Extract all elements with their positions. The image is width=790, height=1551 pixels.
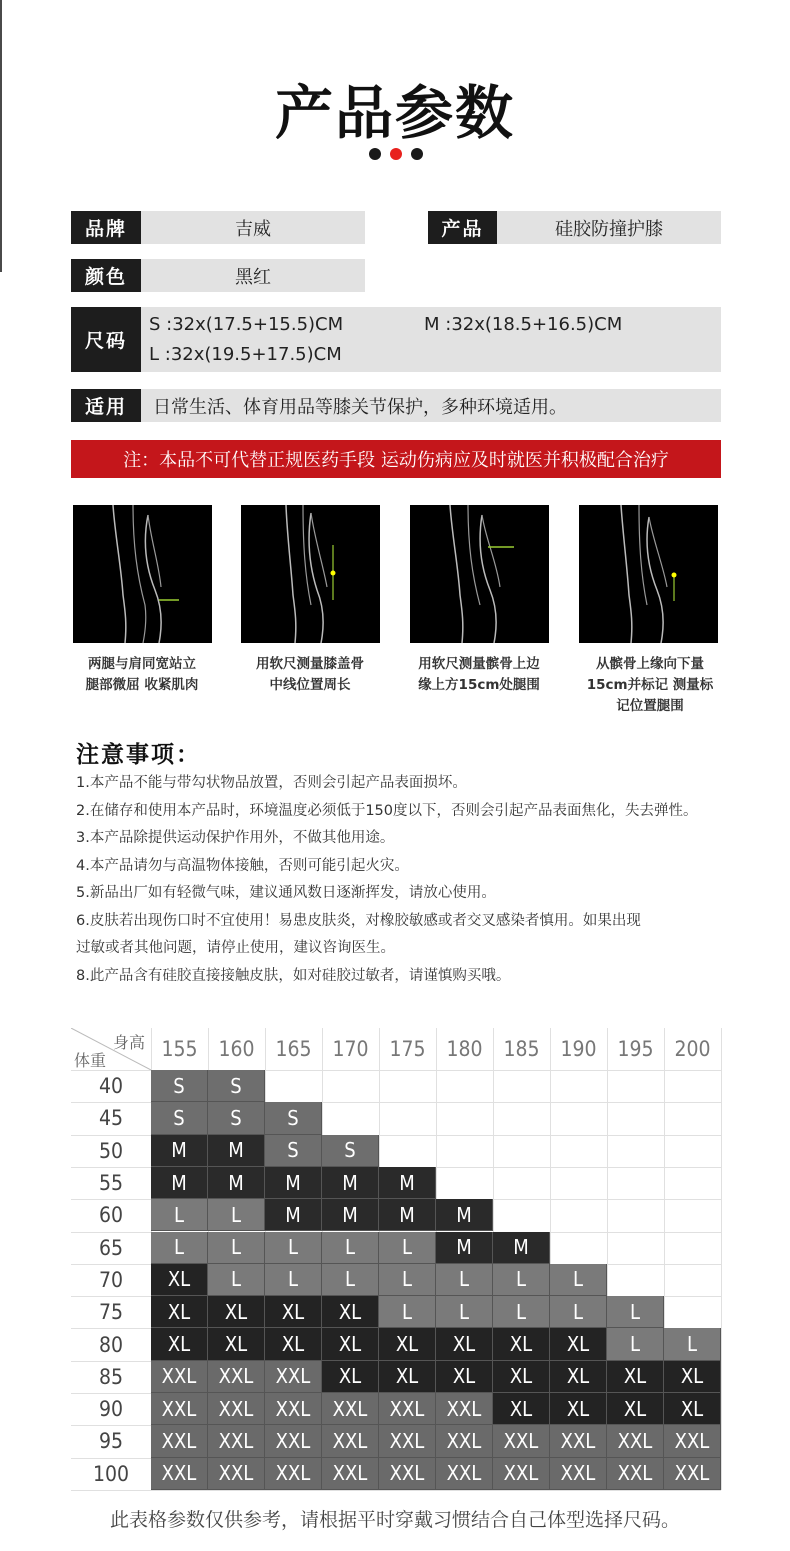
use-value: 日常生活、体育用品等膝关节保护，多种环境适用。: [141, 389, 721, 422]
product-label: 产品: [428, 211, 497, 244]
size-cell: XXL: [151, 1458, 208, 1490]
product-value: 硅胶防撞护膝: [497, 211, 721, 244]
size-cell: XXL: [208, 1393, 265, 1425]
color-label: 颜色: [71, 259, 141, 292]
size-cell: XL: [493, 1393, 550, 1425]
size-cell: XL: [151, 1296, 208, 1328]
height-header: 195: [617, 1037, 654, 1061]
size-cell: XXL: [436, 1458, 493, 1490]
size-cell: L: [322, 1264, 379, 1296]
size-cell: XXL: [436, 1393, 493, 1425]
note-item: 8.此产品含有硅胶直接接触皮肤，如对硅胶过敏者，请谨慎购买哦。: [76, 967, 511, 984]
size-cell: XXL: [436, 1425, 493, 1457]
size-cell: M: [322, 1167, 379, 1199]
size-cell: L: [379, 1264, 436, 1296]
step-image-4: [579, 505, 718, 643]
size-cell: XXL: [493, 1458, 550, 1490]
size-cell: M: [493, 1232, 550, 1264]
size-cell: L: [265, 1232, 322, 1264]
size-cell: L: [208, 1264, 265, 1296]
step-image-3: [410, 505, 549, 643]
weight-header: 85: [98, 1364, 124, 1389]
caption-line: 两腿与肩同宽站立: [88, 656, 196, 672]
size-cell: M: [436, 1232, 493, 1264]
size-cell: L: [493, 1296, 550, 1328]
size-cell: XL: [322, 1361, 379, 1393]
step-image-1: [73, 505, 212, 643]
notes-title: 注意事项：: [76, 742, 201, 768]
size-cell: XL: [493, 1328, 550, 1360]
size-cell: L: [607, 1296, 664, 1328]
height-header: 185: [503, 1037, 540, 1061]
size-cell: XXL: [322, 1458, 379, 1490]
size-cell: XL: [664, 1361, 721, 1393]
legs-outline-icon: [410, 505, 549, 643]
legs-outline-icon: [579, 505, 718, 643]
size-cell: XXL: [607, 1458, 664, 1490]
caption-line: 中线位置周长: [269, 677, 351, 693]
size-m: M :32x(18.5+16.5)CM: [424, 314, 623, 335]
size-cell: XXL: [322, 1425, 379, 1457]
dot-icon: [369, 148, 381, 160]
size-cell: XL: [265, 1328, 322, 1360]
page-title: 产品参数: [274, 79, 515, 147]
weight-header: 100: [92, 1461, 130, 1486]
size-cell: L: [208, 1232, 265, 1264]
note-item: 2.在储存和使用本产品时，环境温度必须低于150度以下，否则会引起产品表面焦化，失去弹性。: [76, 802, 698, 819]
step-caption-1: [62, 654, 222, 696]
height-header: 165: [275, 1037, 312, 1061]
size-cell: XXL: [379, 1425, 436, 1457]
size-cell: M: [151, 1167, 208, 1199]
size-cell: L: [550, 1296, 607, 1328]
table-footnote: 此表格参数仅供参考，请根据平时穿戴习惯结合自己体型选择尺码。: [109, 1509, 680, 1531]
note-item: 1.本产品不能与带勾状物品放置，否则会引起产品表面损坏。: [76, 775, 467, 791]
size-cell: XXL: [379, 1393, 436, 1425]
size-cell: XL: [265, 1296, 322, 1328]
size-cell: XXL: [208, 1458, 265, 1490]
size-table: [71, 1028, 719, 1489]
weight-header: 70: [98, 1267, 124, 1292]
note-item: 过敏或者其他问题，请停止使用，建议咨询医生。: [76, 940, 395, 956]
weight-header: 95: [98, 1429, 124, 1454]
caption-line: 用软尺测量膝盖骨: [256, 656, 364, 672]
warning-banner: 注：本品不可代替正规医药手段 运动伤病应及时就医并积极配合治疗: [71, 440, 721, 478]
size-cell: L: [379, 1296, 436, 1328]
size-cell: XXL: [151, 1425, 208, 1457]
size-cell: S: [208, 1102, 265, 1134]
title-dots: [369, 148, 429, 162]
size-l: L :32x(19.5+17.5)CM: [149, 344, 342, 365]
size-cell: XXL: [265, 1458, 322, 1490]
size-cell: XXL: [493, 1425, 550, 1457]
size-cell: S: [265, 1135, 322, 1167]
size-cell: M: [151, 1135, 208, 1167]
size-cell: XXL: [208, 1425, 265, 1457]
size-cell: L: [151, 1199, 208, 1231]
size-cell: M: [322, 1199, 379, 1231]
size-cell: XXL: [151, 1393, 208, 1425]
corner-weight-label: 体重: [74, 1051, 107, 1070]
size-cell: M: [379, 1167, 436, 1199]
size-cell: XL: [664, 1393, 721, 1425]
size-cell: XL: [436, 1328, 493, 1360]
height-header: 160: [218, 1037, 255, 1061]
size-cell: XL: [607, 1361, 664, 1393]
size-cell: XL: [493, 1361, 550, 1393]
size-cell: L: [664, 1328, 721, 1360]
size-label: 尺码: [71, 307, 141, 372]
size-cell: XXL: [265, 1425, 322, 1457]
size-cell: XL: [550, 1393, 607, 1425]
size-cell: S: [265, 1102, 322, 1134]
size-cell: L: [379, 1232, 436, 1264]
height-header: 180: [446, 1037, 483, 1061]
step-image-2: [241, 505, 380, 643]
size-cell: M: [265, 1199, 322, 1231]
size-cell: XL: [322, 1328, 379, 1360]
size-cell: S: [151, 1070, 208, 1102]
size-cell: L: [607, 1328, 664, 1360]
size-cell: S: [151, 1102, 208, 1134]
weight-header: 40: [98, 1074, 124, 1099]
note-item: 5.新品出厂如有轻微气味，建议通风数日逐渐挥发，请放心使用。: [76, 885, 496, 901]
dot-icon: [411, 148, 423, 160]
brand-label: 品牌: [71, 211, 141, 244]
height-header: 175: [389, 1037, 426, 1061]
caption-line: 从髌骨上缘向下量: [596, 656, 704, 672]
size-s: S :32x(17.5+15.5)CM: [149, 314, 344, 335]
weight-header: 90: [98, 1397, 124, 1422]
caption-line: 15cm并标记 测量标: [586, 677, 714, 693]
height-header: 170: [332, 1037, 369, 1061]
size-cell: S: [208, 1070, 265, 1102]
weight-header: 65: [98, 1235, 124, 1260]
weight-header: 45: [98, 1106, 124, 1131]
size-cell: XXL: [379, 1458, 436, 1490]
grid-line: [721, 1028, 722, 1490]
brand-value: 吉威: [141, 211, 365, 244]
weight-header: 60: [98, 1203, 124, 1228]
note-item: 4.本产品请勿与高温物体接触，否则可能引起火灾。: [76, 857, 409, 874]
weight-header: 55: [98, 1171, 124, 1196]
size-cell: XXL: [664, 1458, 721, 1490]
height-header: 200: [674, 1037, 711, 1061]
size-cell: L: [322, 1232, 379, 1264]
color-value: 黑红: [141, 259, 365, 292]
size-cell: XL: [436, 1361, 493, 1393]
size-cell: XXL: [151, 1361, 208, 1393]
size-cell: XL: [208, 1296, 265, 1328]
size-cell: XXL: [265, 1361, 322, 1393]
size-cell: XXL: [322, 1393, 379, 1425]
caption-line: 用软尺测量髌骨上边: [418, 656, 540, 672]
step-caption-3: [399, 654, 559, 696]
weight-header: 50: [98, 1138, 124, 1163]
note-item: 6.皮肤若出现伤口时不宜使用！易患皮肤炎，对橡胶敏感或者交叉感染者慎用。如果出现: [76, 912, 641, 929]
size-cell: L: [493, 1264, 550, 1296]
weight-header: 80: [98, 1332, 124, 1357]
size-cell: L: [208, 1199, 265, 1231]
size-cell: XXL: [607, 1425, 664, 1457]
size-cell: S: [322, 1135, 379, 1167]
size-cell: M: [208, 1135, 265, 1167]
red-dot-icon: [390, 148, 402, 160]
size-cell: XL: [550, 1328, 607, 1360]
legs-outline-icon: [241, 505, 380, 643]
size-cell: XL: [607, 1393, 664, 1425]
size-cell: L: [436, 1296, 493, 1328]
size-cell: XL: [151, 1264, 208, 1296]
step-caption-2: [230, 654, 390, 696]
grid-line: [71, 1490, 721, 1491]
size-cell: XL: [379, 1328, 436, 1360]
size-cell: L: [265, 1264, 322, 1296]
size-cell: XL: [550, 1361, 607, 1393]
caption-line: 记位置腿围: [616, 698, 684, 714]
size-values: [141, 307, 721, 372]
size-cell: XL: [322, 1296, 379, 1328]
size-cell: XL: [379, 1361, 436, 1393]
size-cell: XL: [208, 1328, 265, 1360]
size-cell: M: [436, 1199, 493, 1231]
size-cell: XL: [151, 1328, 208, 1360]
size-cell: M: [208, 1167, 265, 1199]
size-cell: XXL: [208, 1361, 265, 1393]
height-header: 190: [560, 1037, 597, 1061]
weight-header: 75: [98, 1300, 124, 1325]
step-caption-4: [570, 654, 730, 717]
size-cell: XXL: [550, 1425, 607, 1457]
caption-line: 缘上方15cm处腿围: [418, 677, 540, 693]
size-cell: L: [550, 1264, 607, 1296]
corner-height-label: 身高: [113, 1033, 146, 1052]
use-label: 适用: [71, 389, 141, 422]
size-cell: XXL: [265, 1393, 322, 1425]
size-cell: M: [265, 1167, 322, 1199]
legs-outline-icon: [73, 505, 212, 643]
size-cell: L: [151, 1232, 208, 1264]
size-cell: L: [436, 1264, 493, 1296]
size-cell: XXL: [664, 1425, 721, 1457]
size-cell: M: [379, 1199, 436, 1231]
notes-list: [76, 770, 736, 990]
height-header: 155: [161, 1037, 198, 1061]
note-item: 3.本产品除提供运动保护作用外，不做其他用途。: [76, 830, 395, 846]
caption-line: 腿部微屈 收紧肌肉: [85, 677, 199, 693]
size-cell: XXL: [550, 1458, 607, 1490]
